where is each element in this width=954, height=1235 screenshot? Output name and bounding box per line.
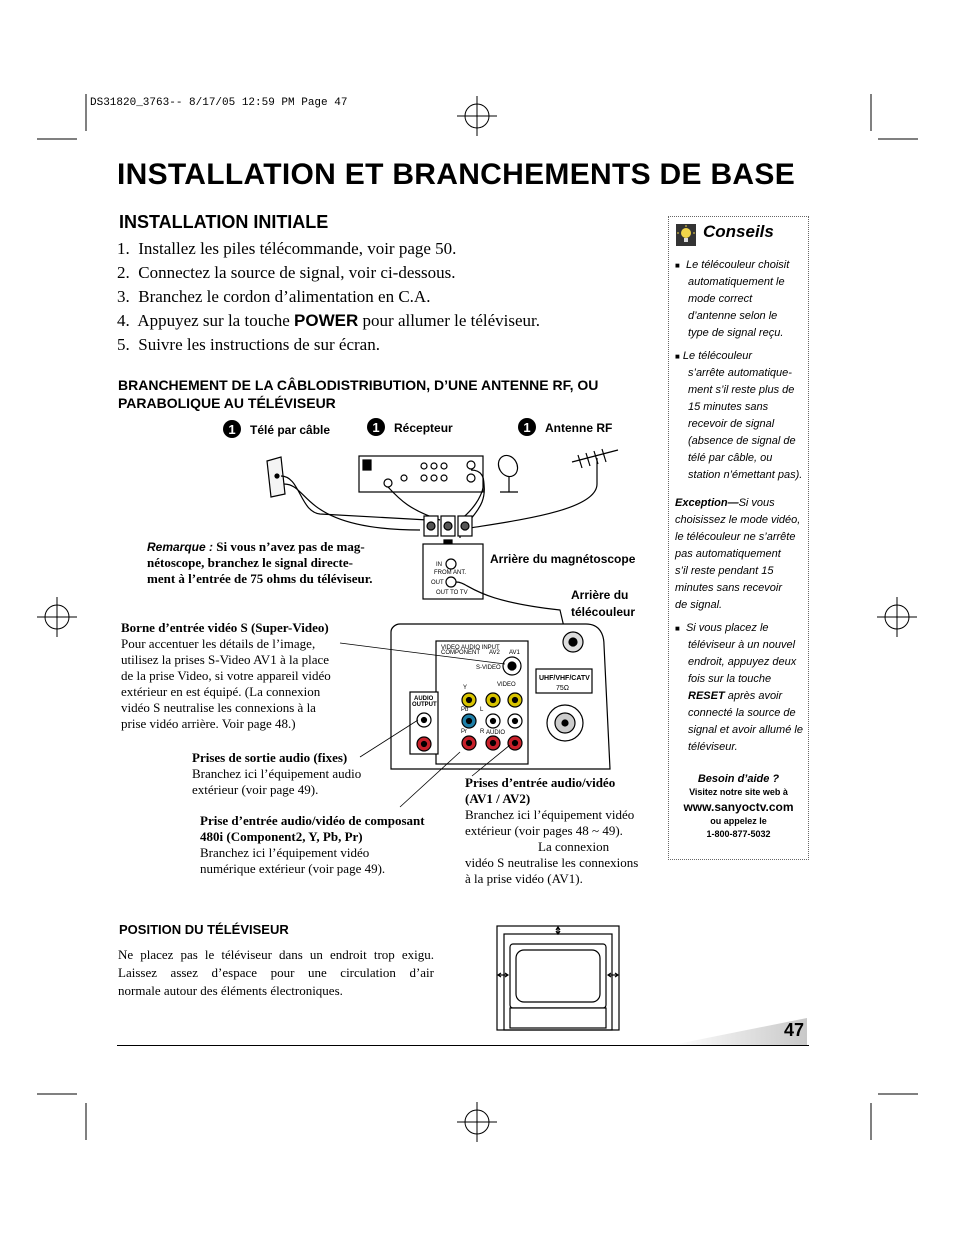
svg-text:IN: IN bbox=[436, 562, 442, 568]
svg-text:Y: Y bbox=[463, 685, 468, 691]
step-1: 1. Installez les piles télécommande, voir page 50. bbox=[117, 239, 457, 258]
tip-1: ■ Le télécouleur choisit automatiquement le mode correct d’antenne selon le type de signal reçu. bbox=[675, 259, 790, 339]
svg-text:AUDIO: AUDIO bbox=[486, 730, 506, 736]
receiver-box-icon bbox=[359, 456, 483, 492]
help-block: Besoin d’aide ? Visitez notre site web à www.sanyoctv.com ou appelez le 1-800-877-5032 bbox=[669, 773, 808, 841]
tip-3: ■ Si vous placez le téléviseur à un nouvel endroit, appuyez deux fois sur la touche RESET après avoir connecté la source de signal et avoir allumé le téléviseur. bbox=[675, 622, 803, 753]
svg-text:AV2: AV2 bbox=[489, 650, 500, 656]
position-heading: POSITION DU TÉLÉVISEUR bbox=[119, 922, 289, 937]
svg-text:OUTPUT: OUTPUT bbox=[412, 702, 437, 708]
note-label: Remarque : bbox=[147, 540, 214, 554]
svg-text:AV1: AV1 bbox=[509, 650, 520, 656]
vcr-back-label: Arrière du magnétoscope bbox=[490, 552, 636, 566]
website-link[interactable]: www.sanyoctv.com bbox=[683, 800, 794, 814]
satellite-dish-icon bbox=[495, 452, 522, 480]
svg-text:VIDEO: VIDEO bbox=[497, 682, 516, 688]
tips-title: Conseils bbox=[703, 222, 774, 241]
callout-audio-output: Prises de sortie audio (fixes) Branchez ici l’équipement audio extérieur (voir page 49). bbox=[192, 750, 362, 797]
install-heading: INSTALLATION INITIALE bbox=[119, 212, 329, 232]
source-antenna: 1 $^{Antenne RF}$ bbox=[517, 417, 612, 442]
svg-text:UHF/VHF/CATV: UHF/VHF/CATV bbox=[539, 675, 590, 682]
note: Remarque : Si vous n’avez pas de mag- nétoscope, branchez le signal directe- ment à l’entrée de 75 ohms du téléviseur. bbox=[147, 539, 373, 586]
source-cable: 1 $^{Télé par câble}$ bbox=[222, 419, 330, 444]
tv-placement-illustration bbox=[496, 925, 620, 1031]
svg-text:FROM ANT.: FROM ANT. bbox=[434, 570, 467, 576]
bullet-icon: ■ bbox=[675, 352, 680, 361]
tv-back-label: Arrière du télécouleur bbox=[571, 588, 636, 619]
step-4: 4. Appuyez sur la touche POWER pour allumer le téléviseur. bbox=[117, 311, 541, 330]
page-title: INSTALLATION ET BRANCHEMENTS DE BASE bbox=[117, 158, 796, 191]
callout-av-input: Prises d’entrée audio/vidéo (AV1 / AV2) Branchez ici l’équipement vidéo extérieur (voir pages 48 ~ 49). La connexion vidéo S neutralise les connexions à la prise vidéo (AV1). bbox=[465, 775, 639, 886]
cable-heading: BRANCHEMENT DE LA CÂBLODISTRIBUTION, D’UNE ANTENNE RF, OU PARABOLIQUE AU TÉLÉVISEUR bbox=[118, 377, 599, 411]
svg-text:R: R bbox=[480, 729, 485, 735]
position-text: Ne placez pas le téléviseur dans un endroit trop exigu. Laissez assez d’espace pour une circulation d’air normale autour des éléments électroniques. bbox=[118, 947, 434, 998]
print-slug: DS31820_3763-- 8/17/05 12:59 PM Page 47 bbox=[90, 97, 348, 109]
power-key-label: POWER bbox=[294, 311, 359, 330]
svg-text:COMPONENT: COMPONENT bbox=[441, 650, 480, 656]
tips-sidebar bbox=[668, 216, 809, 860]
tip-2: ■ Le télécouleur s’arrête automatique- ment s’il reste plus de 15 minutes sans recevoir de signal (absence de signal de télé par câble, ou station n’émettant pas). bbox=[675, 350, 803, 481]
svg-text:1: 1 bbox=[228, 422, 236, 437]
svg-text:1: 1 bbox=[523, 420, 531, 435]
source-receiver: 1 $^{Récepteur}$ bbox=[366, 417, 453, 442]
svg-text:1: 1 bbox=[372, 420, 380, 435]
antenna-icon bbox=[572, 449, 618, 484]
bullet-icon: ■ bbox=[675, 261, 680, 270]
svg-text:VIDEO AUDIO INPUT: VIDEO AUDIO INPUT bbox=[441, 645, 500, 651]
page-number: 47 bbox=[784, 1020, 805, 1040]
svg-text:L: L bbox=[480, 707, 484, 713]
svg-text:Pb: Pb bbox=[461, 707, 469, 713]
callout-component: Prise d’entrée audio/vidéo de composant 480i (Component2, Y, Pb, Pr) Branchez ici l’équipement vidéo numérique extérieur (voir page 49). bbox=[200, 813, 425, 876]
svg-text:S-VIDEO: S-VIDEO bbox=[476, 665, 501, 671]
bullet-icon: ■ bbox=[675, 624, 680, 633]
svg-text:75Ω: 75Ω bbox=[556, 685, 570, 692]
svg-text:OUT: OUT bbox=[431, 580, 444, 586]
svg-text:AUDIO: AUDIO bbox=[414, 696, 434, 702]
step-2: 2. Connectez la source de signal, voir ci-dessous. bbox=[117, 263, 456, 282]
step-3: 3. Branchez le cordon d’alimentation en C.A. bbox=[117, 287, 431, 306]
reset-key-label: RESET bbox=[688, 690, 725, 702]
callout-svideo: Borne d’entrée vidéo S (Super-Video) Pour accentuer les détails de l’image, utilisez la prises S-Video AV1 à la place de la prise Video, si votre appareil vidéo extérieur en est équipé. (La connexion vidéo S neutralise les connexions à la prise vidéo arrière. Voir page 48.) bbox=[121, 620, 331, 731]
svg-text:Pr: Pr bbox=[461, 729, 467, 735]
tip-exception: Exception—Si vous choisissez le mode vidéo, le télécouleur ne s’arrête pas automatiquement s’il reste pendant 15 minutes sans recevoir de signal. bbox=[675, 497, 801, 611]
lightbulb-icon bbox=[676, 224, 696, 251]
phone-number: 1-800-877-5032 bbox=[706, 829, 771, 839]
page-footer-rule bbox=[117, 1018, 810, 1048]
step-5: 5. Suivre les instructions de sur écran. bbox=[117, 335, 380, 354]
svg-text:OUT TO TV: OUT TO TV bbox=[436, 590, 468, 596]
